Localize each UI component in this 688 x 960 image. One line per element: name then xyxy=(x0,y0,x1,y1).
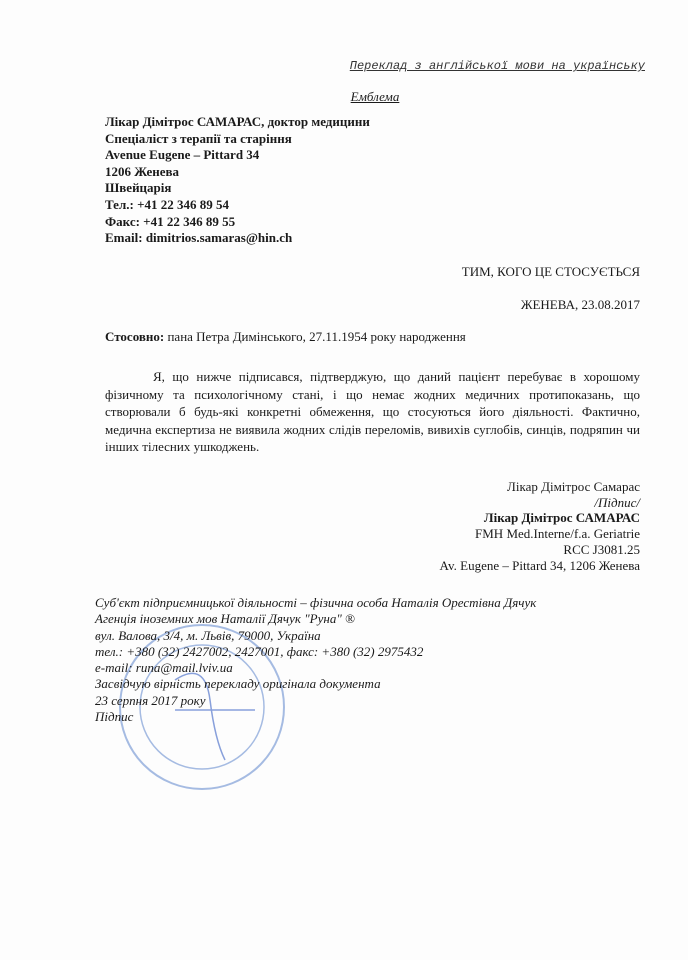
sender-line: Швейцарія xyxy=(105,180,172,196)
regarding-text: пана Петра Димінського, 27.11.1954 року народження xyxy=(164,329,466,344)
sender-line: Факс: +41 22 346 89 55 xyxy=(105,213,236,229)
sender-line: Тел.: +41 22 346 89 54 xyxy=(105,196,229,212)
signer-name-bold: Лікар Дімітрос САМАРАС xyxy=(483,510,640,526)
translator-line: Підпис xyxy=(95,709,134,725)
translator-line: e-mail: runa@mail.lviv.ua xyxy=(95,660,233,676)
translator-line: тел.: +380 (32) 2427002, 2427001, факс: +380 (32) 2975432 xyxy=(95,643,424,659)
emblem-label: Емблема xyxy=(350,89,400,104)
sender-line: Avenue Eugene – Pittard 34 xyxy=(105,147,260,163)
signature-mark: /Підпис/ xyxy=(594,494,640,510)
place-date: ЖЕНЕВА, 23.08.2017 xyxy=(520,297,640,312)
regarding-label: Стосовно: xyxy=(105,329,165,344)
email-link[interactable]: dimitrios.samaras@hin.ch xyxy=(145,230,293,246)
translator-line: Засвідчую вірність перекладу оригінала документа xyxy=(95,676,381,692)
signature-block xyxy=(440,479,640,573)
signer-title: FMH Med.Interne/f.a. Geriatrie xyxy=(475,526,640,542)
sender-line: Лікар Дімітрос САМАРАС, доктор медицини xyxy=(105,114,370,129)
sender-block xyxy=(105,114,370,247)
translator-line: Суб'єкт підприємницької діяльності – фізична особа Наталія Орестівна Дячук xyxy=(95,595,537,610)
body-paragraph: Я, що нижче підписався, підтверджую, що даний пацієнт перебуває в хорошому фізичному та психологічному стані, і що немає жодних медичних протипоказань, що створювали б будь-які конкретні обмеження, що стосуються його діяльності. Фактично, медична експертиза не виявила жодних слідів переломів, вивихів суглобів, синців, подряпин чи інших тілесних ушкоджень. xyxy=(105,369,640,454)
translation-note: Переклад з англійської мови на українську xyxy=(349,59,645,73)
translator-line: Агенція іноземних мов Наталії Дячук "Руна" ® xyxy=(95,611,355,627)
signer-rcc: RCC J3081.25 xyxy=(563,541,640,557)
signer-address: Av. Eugene – Pittard 34, 1206 Женева xyxy=(439,557,640,573)
regarding xyxy=(105,329,466,345)
addressee: ТИМ, КОГО ЦЕ СТОСУЄТЬСЯ xyxy=(461,264,640,279)
sender-line: 1206 Женева xyxy=(105,163,179,179)
translator-line: 23 серпня 2017 року xyxy=(95,692,206,708)
translator-block xyxy=(95,595,536,725)
email-label: Email: xyxy=(105,230,146,246)
signer-name: Лікар Дімітрос Самарас xyxy=(507,479,640,494)
sender-line: Спеціаліст з терапії та старіння xyxy=(105,130,292,146)
translator-line: вул. Валова, 3/4, м. Львів, 79000, Україна xyxy=(95,627,321,643)
